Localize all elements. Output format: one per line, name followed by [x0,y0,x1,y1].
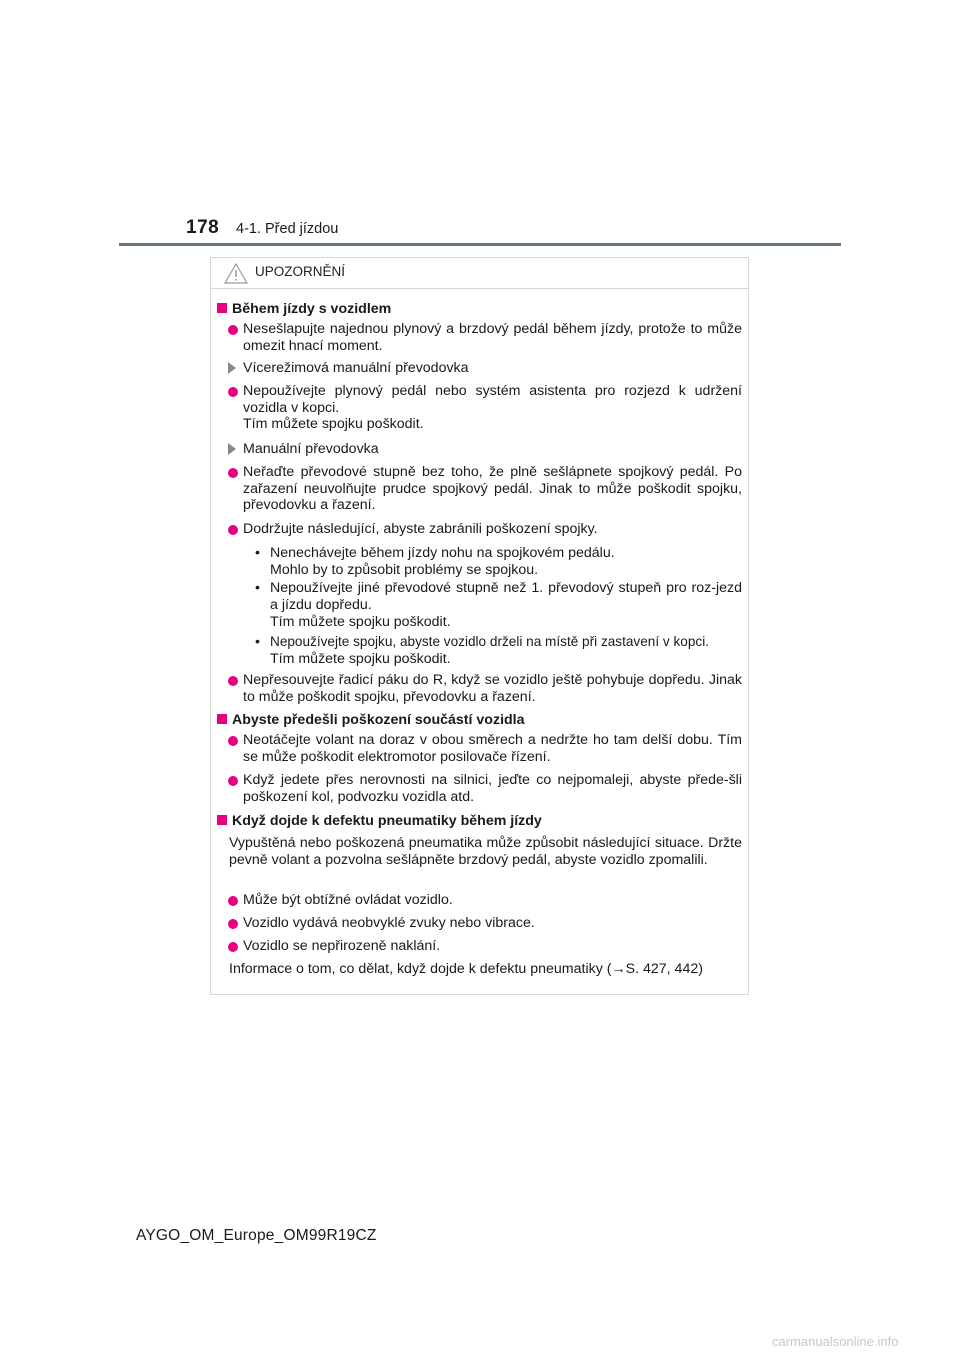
bullet-dot-icon [228,525,238,535]
marker-text: Manuální převodovka [243,441,379,457]
warning-title: UPOZORNĚNÍ [255,264,346,279]
warning-box [210,257,749,995]
bullet-dot-icon [228,325,238,335]
sub-text: Nepoužívejte spojku, abyste vozidlo drželi na místě při zastavení v kopci. [270,634,709,649]
section-heading [217,712,737,729]
bullet-dot-icon [228,676,238,686]
header-divider [119,243,841,246]
sub-text-line: Tím můžete spojku poškodit. [270,651,451,667]
bullet-dot-icon [228,387,238,397]
bullet-dot-icon [228,942,238,952]
section-heading [217,301,737,318]
bullet-dot-icon [228,919,238,929]
arrow-marker-icon [228,443,236,455]
watermark: carmanualsonline.info [772,1334,899,1349]
warning-header [211,258,748,289]
paragraph: Vypuštěná nebo poškozená pneumatika může způsobit následující situace. Držte pevně volant a pozvolna sešlápněte brzdový pedál, abyste vozidlo zpomalili. [229,835,742,868]
square-bullet-icon [217,714,227,724]
bullet-dot-icon [228,776,238,786]
section-heading-text: Abyste předešli poškození součástí vozidla [232,712,525,728]
bullet-text: Nesešlapujte najednou plynový a brzdový pedál během jízdy, protože to může omezit hnací moment. [243,321,742,354]
sub-text: Nenechávejte během jízdy nohu na spojkovém pedálu. [270,545,615,561]
bullet-text-line: Tím můžete spojku poškodit. [243,416,424,432]
bullet-text: Neřaďte převodové stupně bez toho, že plně sešlápnete spojkový pedál. Po zařazení neuvolňujte prudce spojkový pedál. Jinak to může poškodit spojku, převodovku a řazení. [243,464,742,513]
sub-text-line: Mohlo by to způsobit problémy se spojkou. [270,562,539,578]
bullet-text: Neotáčejte volant na doraz v obou směrech a nedržte ho tam delší dobu. Tím se může poškodit elektromotor posilovače řízení. [243,732,742,765]
page-number: 178 [186,217,220,238]
bullet-dot-icon [228,896,238,906]
bullet-dot-icon [228,468,238,478]
paragraph: Informace o tom, co dělat, když dojde k defektu pneumatiky (→S. 427, 442) [229,961,703,977]
bullet-text: Vozidlo vydává neobvyklé zvuky nebo vibrace. [243,915,535,931]
square-bullet-icon [217,303,227,313]
bullet-text: Dodržujte následující, abyste zabránili poškození spojky. [243,521,598,537]
square-bullet-icon [217,815,227,825]
sub-text-line: Tím můžete spojku poškodit. [270,614,451,630]
section-heading-text: Během jízdy s vozidlem [232,301,392,317]
bullet-text: Nepřesouvejte řadicí páku do R, když se vozidlo ještě pohybuje dopředu. Jinak to může poškodit spojku, převodovku a řazení. [243,672,742,705]
section-heading [217,813,737,830]
bullet-text: Nepoužívejte plynový pedál nebo systém asistenta pro rozjezd k udržení vozidla v kopci. [243,383,742,416]
bullet-text: Vozidlo se nepřirozeně naklání. [243,938,441,954]
warning-triangle-icon [224,263,248,284]
bullet-text: Když jedete přes nerovnosti na silnici, jeďte co nejpomaleji, abyste přede-šli poškození kol, podvozku vozidla atd. [243,772,742,805]
bullet-text: Může být obtížné ovládat vozidlo. [243,892,453,908]
document-code: AYGO_OM_Europe_OM99R19CZ [136,1227,377,1244]
sub-bullet: • [255,580,260,596]
sub-text: Nepoužívejte jiné převodové stupně než 1. převodový stupeň pro roz-jezd a jízdu dopředu. [270,580,742,613]
marker-text: Vícerežimová manuální převodovka [243,360,469,376]
sub-bullet: • [255,545,260,561]
arrow-marker-icon [228,362,236,374]
bullet-dot-icon [228,736,238,746]
section-heading-text: Když dojde k defektu pneumatiky během jízdy [232,813,542,829]
section-title: 4-1. Před jízdou [236,221,339,237]
sub-bullet: • [255,634,260,650]
